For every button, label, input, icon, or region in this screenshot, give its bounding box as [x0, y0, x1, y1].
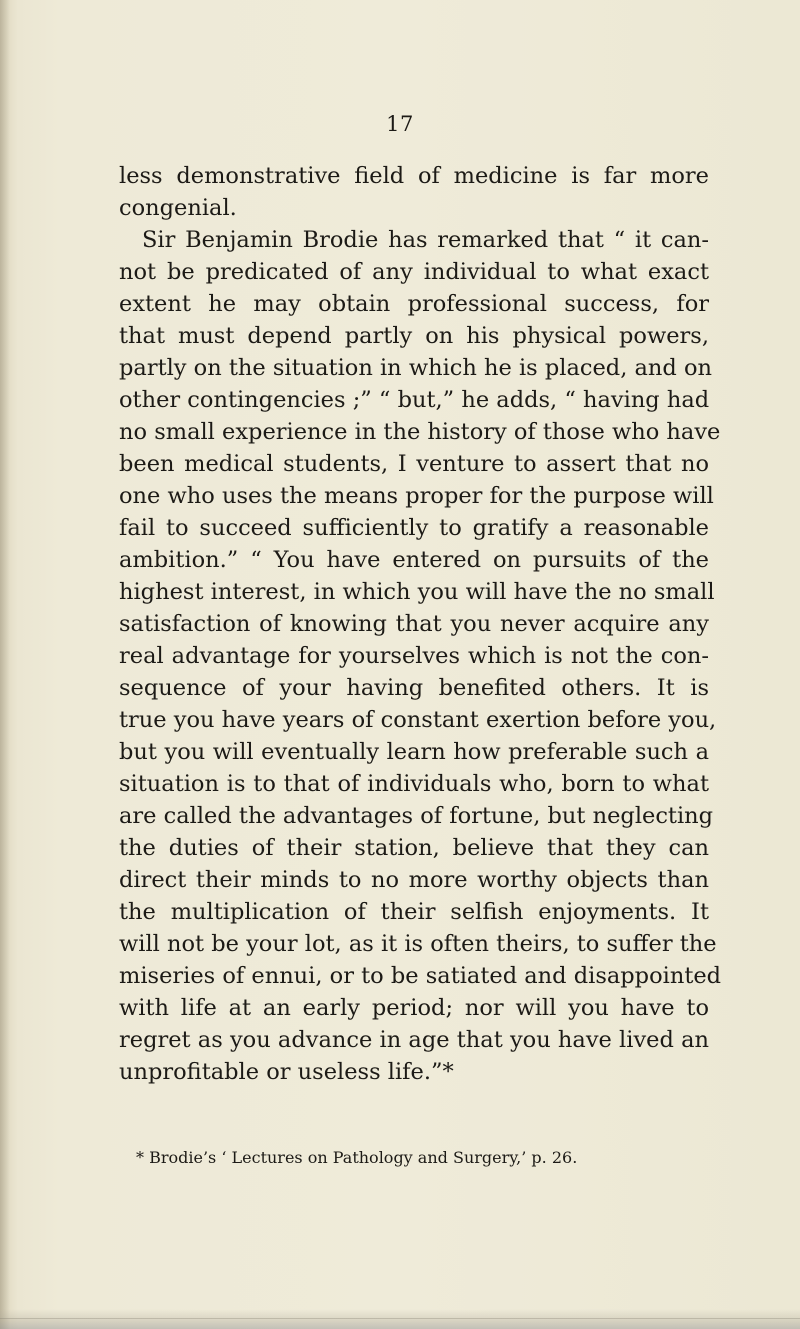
text-line: miseries of ennui, or to be satiated and disappointed [119, 963, 722, 989]
text-line: been medical students, I venture to assert that no [119, 451, 709, 477]
text-line: the duties of their station, believe that they can [119, 835, 709, 861]
footnote: * Brodie’s ‘ Lectures on Pathology and Surgery,’ p. 26. [136, 1148, 578, 1167]
page-number: 17 [386, 112, 414, 136]
text-line: one who uses the means proper for the purpose will [119, 483, 714, 509]
text-line: regret as you advance in age that you have lived an [119, 1027, 709, 1053]
text-line: Sir Benjamin Brodie has remarked that “ it can- [142, 227, 709, 253]
text-line: will not be your lot, as it is often theirs, to suffer the [119, 931, 717, 957]
body-text [119, 160, 722, 1088]
text-line: direct their minds to no more worthy objects than [119, 867, 709, 893]
text-line: with life at an early period; nor will you have to [119, 995, 709, 1021]
page-bottom-shadow [0, 1309, 800, 1329]
text-line: but you will eventually learn how preferable such a [119, 739, 709, 765]
text-line: true you have years of constant exertion before you, [119, 707, 717, 733]
text-line: real advantage for yourselves which is not the con- [119, 643, 709, 669]
text-line: congenial. [119, 195, 237, 221]
text-line: extent he may obtain professional success, for [119, 291, 709, 317]
text-line: ambition.” “ You have entered on pursuits of the [119, 547, 709, 573]
text-line: satisfaction of knowing that you never acquire any [119, 611, 709, 637]
text-line: that must depend partly on his physical powers, [119, 323, 709, 349]
text-line: are called the advantages of fortune, but neglecting [119, 803, 714, 829]
text-line: unprofitable or useless life.”* [119, 1059, 454, 1085]
text-line: highest interest, in which you will have the no small [119, 579, 715, 605]
page-gutter-shadow [0, 0, 10, 1329]
text-line: sequence of your having benefited others. It is [119, 675, 709, 701]
text-line: the multiplication of their selfish enjoyments. It [119, 899, 709, 925]
text-line: partly on the situation in which he is placed, and on [119, 355, 712, 381]
text-line: not be predicated of any individual to what exact [119, 259, 709, 285]
text-line: less demonstrative field of medicine is far more [119, 163, 709, 189]
text-line: no small experience in the history of those who have [119, 419, 721, 445]
text-line: situation is to that of individuals who, born to what [119, 771, 709, 797]
text-line: fail to succeed sufficiently to gratify a reasonable [119, 515, 709, 541]
text-line: other contingencies ;” “ but,” he adds, “ having had [119, 387, 710, 413]
